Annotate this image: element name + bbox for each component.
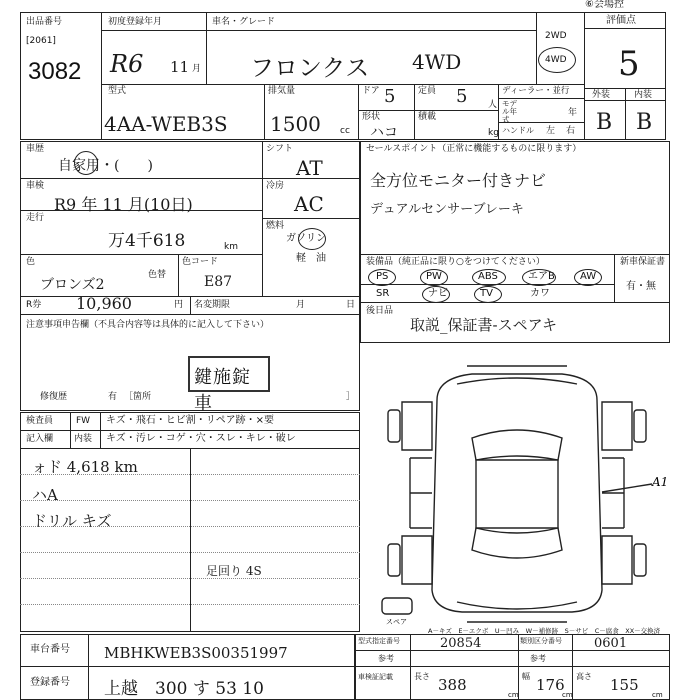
ac-value: AC	[294, 192, 324, 216]
length-unit: cm	[508, 691, 519, 699]
sales-point-line2: デュアルセンサーブレーキ	[370, 202, 524, 217]
sales-point-label: セールスポイント（正常に機能するものに限ります）	[366, 144, 582, 154]
first-reg-year: R6	[110, 50, 144, 78]
height-unit: cm	[652, 691, 663, 699]
handle-label: ハンドル	[502, 126, 534, 135]
note-odometer: ォド 4,618 km	[32, 458, 138, 476]
height-label: 高さ	[576, 672, 592, 681]
note-grade: ハA	[32, 486, 58, 504]
copy-label: ⑥会場控	[585, 0, 624, 10]
recycle-label: R券	[26, 300, 42, 310]
four-wd-label: 4WD	[545, 55, 567, 65]
color-label: 色	[26, 257, 36, 267]
capacity-label: 定員	[418, 86, 437, 96]
repair-place: ［箇所	[124, 392, 152, 402]
inspection-label: 車検	[26, 181, 45, 191]
inspector-label-1: 検査員	[26, 416, 54, 426]
interior-check-label: 内装	[74, 434, 93, 444]
dealer-label: ディーラー・並行	[502, 86, 570, 96]
mileage-unit: km	[224, 242, 238, 252]
fuel-label: 燃料	[266, 221, 285, 231]
width-label: 幅	[522, 672, 530, 681]
after-items-label: 後日品	[366, 306, 394, 316]
mileage-value: 万4千618	[108, 231, 186, 251]
repair-label: 修復歴	[40, 392, 68, 402]
interior-grade: B	[636, 110, 653, 135]
shape-label: 形状	[362, 112, 381, 122]
shift-value: AT	[296, 156, 323, 180]
model-code: 4AA-WEB3S	[104, 112, 228, 136]
cert-label: 車検証記載	[358, 673, 393, 681]
inspection-value: R9 年 11 月(10日)	[54, 195, 193, 214]
car-name: フロンクス	[250, 54, 370, 82]
fuel-diesel: 軽 油	[296, 253, 326, 264]
length-value: 388	[438, 676, 467, 694]
first-reg-month-unit: 月	[192, 64, 202, 74]
first-reg-month: 11	[170, 58, 190, 76]
model-label: 型式	[108, 86, 127, 96]
warranty-label: 新車保証書	[620, 257, 666, 267]
fw-text: キズ・飛石・ヒビ割・リペア跡・×要	[106, 415, 274, 426]
sales-point-line1: 全方位モニター付きナビ	[370, 171, 547, 190]
drive-type: 4WD	[412, 50, 462, 74]
equipment-label: 装備品（純正品に限り○をつけてください）	[366, 257, 545, 267]
displacement-unit: cc	[340, 126, 350, 136]
doors-value: 5	[384, 86, 396, 107]
inspector-label-2: 記入欄	[26, 434, 54, 444]
first-reg-label: 初度登録年月	[108, 17, 163, 27]
mileage-label: 走行	[26, 213, 45, 223]
color-swap-label: 色替	[148, 270, 167, 280]
interior-check-text: キズ・汚レ・コゲ・穴・スレ・キレ・破レ	[106, 433, 296, 444]
capacity-value: 5	[456, 86, 468, 107]
displacement-label: 排気量	[268, 86, 296, 96]
width-unit: cm	[562, 691, 573, 699]
inspector-notes	[20, 448, 360, 632]
handle-left: 左	[546, 126, 556, 136]
width-value: 176	[536, 676, 565, 694]
year-unit: 年	[568, 108, 578, 118]
load-unit: kg	[488, 128, 499, 138]
after-items-value: 取説_保証書-スペアキ	[410, 316, 557, 334]
chassis-label: 車台番号	[30, 644, 70, 655]
ref-label-right: 参考	[530, 654, 546, 663]
load-label: 積載	[418, 112, 437, 122]
fw-label: FW	[76, 416, 91, 426]
color-value: ブロンズ2	[40, 277, 105, 293]
recycle-value: 10,960	[76, 294, 132, 313]
damage-diagram	[362, 360, 672, 630]
color-code-label: 色コード	[182, 257, 219, 267]
name-change-label: 名変期限	[194, 300, 231, 310]
capacity-unit: 人	[488, 100, 498, 110]
category-number-label: 類別区分番号	[520, 637, 562, 645]
designated-number: 20854	[440, 636, 482, 651]
chassis-number: MBHKWEB3S00351997	[104, 644, 288, 662]
ac-label: 冷房	[266, 181, 285, 191]
handle-right: 右	[566, 126, 576, 136]
repair-yes: 有	[108, 392, 118, 402]
note-scratch: ドリル キズ	[32, 512, 112, 530]
damage-mark-a1: A1	[652, 475, 669, 489]
shape-value: ハコ	[370, 125, 398, 141]
interior-label: 内装	[634, 90, 653, 100]
two-wd-label: 2WD	[545, 31, 567, 41]
repair-close: ］	[346, 392, 356, 402]
category-label: 車歴	[26, 144, 45, 154]
color-code-value: E87	[204, 274, 233, 290]
exterior-label: 外装	[592, 90, 611, 100]
fuel-gas: ガソリン	[286, 233, 326, 244]
category-value: 自家用・( )	[58, 158, 153, 174]
note-wheels: 足回り 4S	[206, 564, 262, 578]
exterior-grade: B	[596, 110, 613, 135]
model-year-label: モデル年式	[502, 99, 517, 124]
displacement-value: 1500	[270, 112, 321, 136]
registration-label: 登録番号	[30, 677, 70, 688]
name-change-month: 月	[296, 300, 306, 310]
equipment-grid: PS PW ABS エアB AW SR ナビ TV カワ	[360, 268, 614, 302]
car-name-label: 車名・グレード	[212, 17, 276, 27]
car-outline-svg	[362, 360, 672, 630]
ref-label-left: 参考	[378, 654, 394, 663]
lock-stamp: 鍵施錠車	[188, 356, 270, 392]
lot-sub-code: [2061]	[26, 36, 56, 46]
lot-number: 3082	[28, 58, 82, 85]
registration-number: 上越 300 す 53 10	[104, 679, 264, 699]
damage-legend: A－キズ E－エクボ U－凹み W－補修跡 S－サビ C－腐食 XX－交換済	[428, 627, 661, 635]
height-value: 155	[610, 676, 639, 694]
name-change-day: 日	[346, 300, 356, 310]
spare-label: スペア	[386, 618, 407, 626]
notice-label: 注意事項申告欄（不具合内容等は具体的に記入して下さい）	[26, 320, 270, 330]
score-label: 評価点	[606, 15, 636, 26]
lot-number-label: 出品番号	[26, 17, 63, 27]
recycle-unit: 円	[174, 300, 184, 310]
score-value: 5	[618, 44, 640, 84]
designated-number-label: 型式指定番号	[358, 637, 400, 645]
warranty-value: 有・無	[626, 281, 656, 292]
category-number: 0601	[594, 636, 628, 651]
shift-label: シフト	[266, 144, 294, 154]
length-label: 長さ	[414, 672, 430, 681]
doors-label: ドア	[362, 86, 380, 96]
